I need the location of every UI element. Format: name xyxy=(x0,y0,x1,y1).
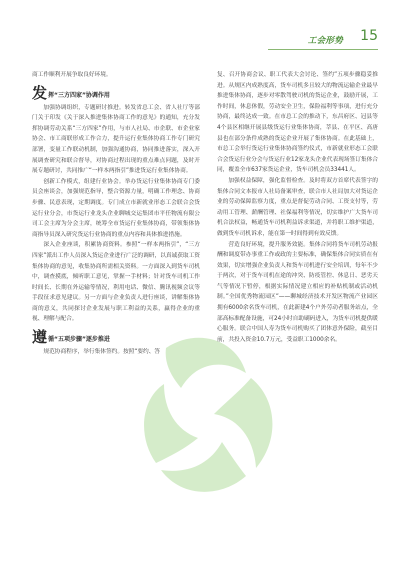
section-title: 挥“三方四家”协调作用 xyxy=(48,91,110,99)
page-header xyxy=(0,22,400,52)
page-number: 15 xyxy=(360,28,378,44)
paragraph: 加强协调组织，专题研讨推进。转发省总工会、省人社厅等部门关于印发《关于深入推进集体协商工作的意见》的通知，充分发挥协调劳动关系“三方四家”作用，与市人社局、市企联、市企业家协会、市工商联形成工作合力，提升运行业集体协商工作专门研究部署，变量工作联动机制，加强沟通协商，协同推进落实，深入开展调查研究和联合督导，对协商过程出现的重点难点问题，及时开展专题研讨，共同推广“一样本两指引”推进货运行业集体协商。 xyxy=(32,104,200,175)
paragraph: 深入企业座谈，积累协商资料。参照“一样本两指引”，“三方四家”派出工作人员深入货运企业进行广泛的调研，以真诚获取工资集体协商的意见，收集协商所需相关资料。一方面深入到货车司机中，调查摸底，倾听职工意见，掌握一手材料；针对货车司机工作时间长、长期在外运输等情况，利用电话、微信、腾讯视频会议等手段征求意见建议。另一方面与企业负责人进行座谈，讲解集体协商的意义，共同探讨企业发展与职工利益的关系，赢得企业的重视、理解与配合。 xyxy=(32,242,200,323)
section-title: 循“五项步骤”逐步推进 xyxy=(48,336,110,344)
paragraph: 复、召开协商会议、职工代表大会讨论、签约”五项步骤稳妥推进。从规区内成熟度高，货车司机多且较大的物流运输企业最早推进集体协商，逐步对零散驾驶司机的货运企业，鼓励开展，工作时间，休息休假，劳动安全卫生，保险福利等事项，进行充分协商，最终达成一致。在市总工会的推动下，东昌府区、冠县等4个县区相继开展县级货运行业集体协商，莘县、在平区、高唐县也在部分条件成熟的货运企业开展了集体协商。在此基础上，市总工会举行货运行业集体协商签约仪式，市新就业形态工会联合会货运行业分会与货运行业12家龙头企业代表现场签订集体合同，覆盖全市637家货运企业，货车司机会员33441人。 xyxy=(217,72,378,174)
section-initial: 遵 xyxy=(32,328,48,347)
paragraph: 营造良好环境，提升服务效能。集体合同将货车司机劳动报酬和调度带办事重工作或政的主要标准，确保集体合同实质在有效果，切实增强企业负责人和货车司机进行安全培训，每年不少于两次，对于货车司机在途的冲突、防疫管控、休息日、恶劣天气等情况下暂停，根据实际情况建立相应的补贴机制或活动机制。”全国优秀物流园区”——聊城经济技术开发区物流产业园区拥有6000余名货车司机，在此新建4个户外劳动者服务站点，全部高标准配备设施，可24小时自助刷码进入，为货车司机提供暖心服务。联合中国人寿为货车司机购买了团体意外保险，截至目前，共投入资金10.7万元，受益职工1000余名。 xyxy=(217,241,378,343)
paragraph: 规范协商程序，举行集体签约。按照“要约、答 xyxy=(43,349,161,356)
section-label: 工会形势 xyxy=(307,36,343,46)
header-rule xyxy=(268,49,378,50)
paragraph: 加强权益保障，强化监督检查。及时将双方首席代表签字的集体合同文本报市人社局备案审查，联合市人社局加大对货运企业的劳动保障监察力度，重点是督促劳动合同、工资支付等，劳动用工管理、薪酬管理、社保福利等情况，切实维护广大货车司机合法权益，畅通货车司机利益诉求渠道，并将职工维护渠道，做到货车司机诉求，能在第一时间得到有效反馈。 xyxy=(217,177,378,237)
section-heading-coordination xyxy=(32,83,200,102)
section-heading-five-steps xyxy=(32,328,200,347)
section-initial: 发 xyxy=(32,83,48,102)
right-column xyxy=(217,70,378,345)
left-column xyxy=(32,70,200,358)
intro-paragraph: 商工作顺利开展争取良好环境。 xyxy=(32,72,112,78)
paragraph: 创新工作模式，组建行业协会。举办货运行业集体协商专门委员会座谈会，加强规范指导，整合资源力量，明确工作理念、协商步骤、民意表现，定期调度。专门成立市新就业形态工会联合会货运行业分会，市货运行业龙头企业聊城交运集团市平任物流有限公司工会主席为分会主席，统筹全市货运行业集体协商，带领集体协商指导员深入研究货运行业协商的重点内容和具体推进措施。 xyxy=(32,178,200,238)
